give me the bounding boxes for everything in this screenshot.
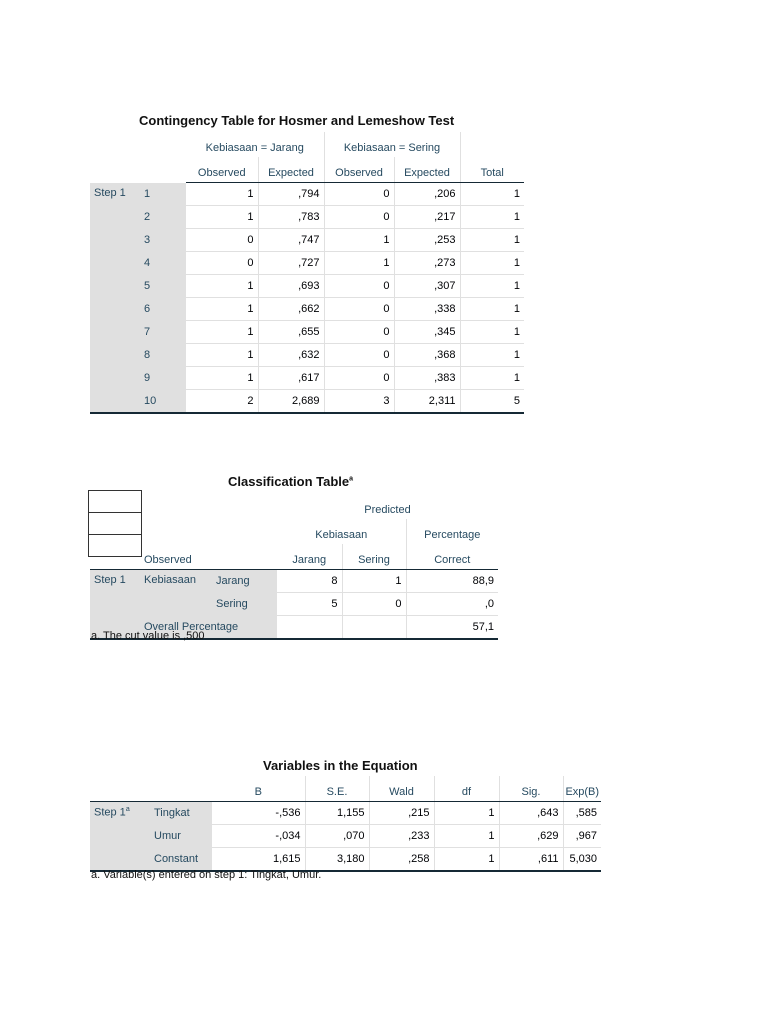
table-row — [90, 390, 524, 414]
cell-value: ,967 — [563, 825, 601, 848]
cell-value: 0 — [324, 275, 394, 298]
cell-value: 3 — [324, 390, 394, 414]
correct-header: Correct — [406, 544, 498, 570]
cell-value: 2 — [186, 390, 258, 414]
cell-value: 2,311 — [394, 390, 460, 414]
col-header-expb: Exp(B) — [563, 776, 601, 802]
cell-value: 1 — [434, 825, 499, 848]
table-row — [90, 367, 524, 390]
table-row — [90, 825, 601, 848]
cell-value: 3,180 — [305, 848, 369, 872]
cell-value: ,585 — [563, 802, 601, 825]
group-jarang-header: Kebiasaan = Jarang — [186, 132, 324, 157]
cell-value: ,611 — [499, 848, 563, 872]
cell-value: 1 — [324, 229, 394, 252]
observed-header: Observed — [186, 157, 258, 183]
step-label: Step 1 — [90, 570, 140, 640]
expected-header: Expected — [258, 157, 324, 183]
cell-value: ,368 — [394, 344, 460, 367]
cell-value: 1 — [186, 344, 258, 367]
overall-percentage-value: 57,1 — [406, 616, 498, 640]
group-sering-header: Kebiasaan = Sering — [324, 132, 460, 157]
cell-value: 0 — [324, 344, 394, 367]
row-number: 1 — [140, 183, 186, 206]
cell-value: ,783 — [258, 206, 324, 229]
cell-value: ,747 — [258, 229, 324, 252]
cell-value: 1 — [434, 848, 499, 872]
row-number: 6 — [140, 298, 186, 321]
step-footnote-marker: a — [125, 806, 130, 813]
cell-value: 0 — [186, 252, 258, 275]
cell-value: ,383 — [394, 367, 460, 390]
cell-value: ,662 — [258, 298, 324, 321]
row-number: 3 — [140, 229, 186, 252]
col-header-se: S.E. — [305, 776, 369, 802]
cell-value: 1 — [460, 275, 524, 298]
cell-value: 5,030 — [563, 848, 601, 872]
variables-footnote: a. Variable(s) entered on step 1: Tingkat, Umur. — [91, 869, 322, 881]
cell-value: 0 — [342, 593, 406, 616]
table-row — [90, 229, 524, 252]
cell-value — [342, 616, 406, 640]
cell-value: ,253 — [394, 229, 460, 252]
cell-value: ,307 — [394, 275, 460, 298]
jarang-header: Jarang — [277, 544, 342, 570]
table-row — [90, 183, 524, 206]
cell-value: 0 — [324, 206, 394, 229]
cell-value: ,273 — [394, 252, 460, 275]
row-number: 10 — [140, 390, 186, 414]
table-row — [90, 298, 524, 321]
variables-title: Variables in the Equation — [263, 758, 418, 773]
cell-value: 0 — [324, 321, 394, 344]
classification-title: Classification Table$^a$ — [228, 474, 354, 489]
cell-value: ,233 — [369, 825, 434, 848]
variable-name: Tingkat — [144, 802, 212, 825]
cell-value: ,629 — [499, 825, 563, 848]
cell-value: 5 — [277, 593, 342, 616]
observed-header: Observed — [140, 544, 277, 570]
cell-value: 88,9 — [406, 570, 498, 593]
table-row — [90, 848, 601, 872]
table-row — [90, 344, 524, 367]
cell-value — [277, 616, 342, 640]
cell-value: 1,615 — [212, 848, 305, 872]
cell-value: 1 — [434, 802, 499, 825]
cell-value: ,345 — [394, 321, 460, 344]
classification-table — [90, 494, 498, 640]
cell-value: ,794 — [258, 183, 324, 206]
cell-value: 1 — [186, 183, 258, 206]
cell-value: 1 — [460, 344, 524, 367]
cell-value: ,070 — [305, 825, 369, 848]
cell-value: 2,689 — [258, 390, 324, 414]
cell-value: 0 — [324, 183, 394, 206]
sering-header: Sering — [342, 544, 406, 570]
expected-header: Expected — [394, 157, 460, 183]
cell-value: 0 — [186, 229, 258, 252]
cell-value: 0 — [324, 367, 394, 390]
contingency-table — [90, 132, 524, 414]
cell-value: 1 — [186, 367, 258, 390]
predicted-header: Predicted — [364, 504, 411, 516]
cell-value: 1 — [186, 298, 258, 321]
step-label-text: Step 1 — [94, 806, 126, 819]
cell-value: ,727 — [258, 252, 324, 275]
row-var-label: Kebiasaan — [140, 570, 212, 616]
row-number: 5 — [140, 275, 186, 298]
table-row — [90, 252, 524, 275]
cell-value: ,617 — [258, 367, 324, 390]
variable-name: Constant — [144, 848, 212, 872]
step-label: Step 1 — [90, 183, 140, 414]
percentage-header: Percentage — [424, 529, 481, 541]
cell-value: 1 — [460, 298, 524, 321]
cell-value: 1 — [460, 252, 524, 275]
table-row — [90, 275, 524, 298]
cell-value: ,632 — [258, 344, 324, 367]
col-header-wald: Wald — [369, 776, 434, 802]
variables-table — [90, 776, 601, 872]
contingency-title: Contingency Table for Hosmer and Lemeshow Test — [139, 113, 455, 128]
table-row — [90, 802, 601, 825]
cell-value: 1 — [186, 321, 258, 344]
cell-value: -,536 — [212, 802, 305, 825]
col-header-b: B — [212, 776, 305, 802]
table-row — [90, 206, 524, 229]
cell-value: 1 — [460, 206, 524, 229]
cell-value: ,693 — [258, 275, 324, 298]
total-header: Total — [460, 157, 524, 183]
cell-value: -,034 — [212, 825, 305, 848]
cell-value: ,217 — [394, 206, 460, 229]
cell-value: 1 — [460, 321, 524, 344]
cell-value: 1 — [186, 206, 258, 229]
cell-value: ,655 — [258, 321, 324, 344]
row-number: 4 — [140, 252, 186, 275]
row-number: 9 — [140, 367, 186, 390]
cell-value: 1 — [460, 183, 524, 206]
cell-value: 0 — [324, 298, 394, 321]
col-header-df: df — [434, 776, 499, 802]
cell-value: 1 — [342, 570, 406, 593]
cell-value: 1 — [460, 367, 524, 390]
table-row — [90, 321, 524, 344]
cell-value: 1 — [324, 252, 394, 275]
kebiasaan-header: Kebiasaan — [277, 519, 406, 544]
cell-value: ,258 — [369, 848, 434, 872]
classification-footnote: a. The cut value is ,500 — [91, 630, 205, 642]
row-label-jarang: Jarang — [212, 570, 277, 593]
row-number: 8 — [140, 344, 186, 367]
col-header-sig: Sig. — [499, 776, 563, 802]
variable-name: Umur — [144, 825, 212, 848]
row-number: 2 — [140, 206, 186, 229]
step-label — [90, 802, 144, 872]
cell-value: 8 — [277, 570, 342, 593]
cell-value: ,338 — [394, 298, 460, 321]
observed-header: Observed — [324, 157, 394, 183]
cell-value: 1 — [460, 229, 524, 252]
cell-value: 1 — [186, 275, 258, 298]
overall-percentage-label: Overall Percentage — [140, 616, 277, 640]
cell-value: ,206 — [394, 183, 460, 206]
cell-value: ,643 — [499, 802, 563, 825]
cell-value: 1,155 — [305, 802, 369, 825]
cell-value: ,0 — [406, 593, 498, 616]
row-label-sering: Sering — [212, 593, 277, 616]
row-number: 7 — [140, 321, 186, 344]
cell-value: ,215 — [369, 802, 434, 825]
cell-value: 5 — [460, 390, 524, 414]
